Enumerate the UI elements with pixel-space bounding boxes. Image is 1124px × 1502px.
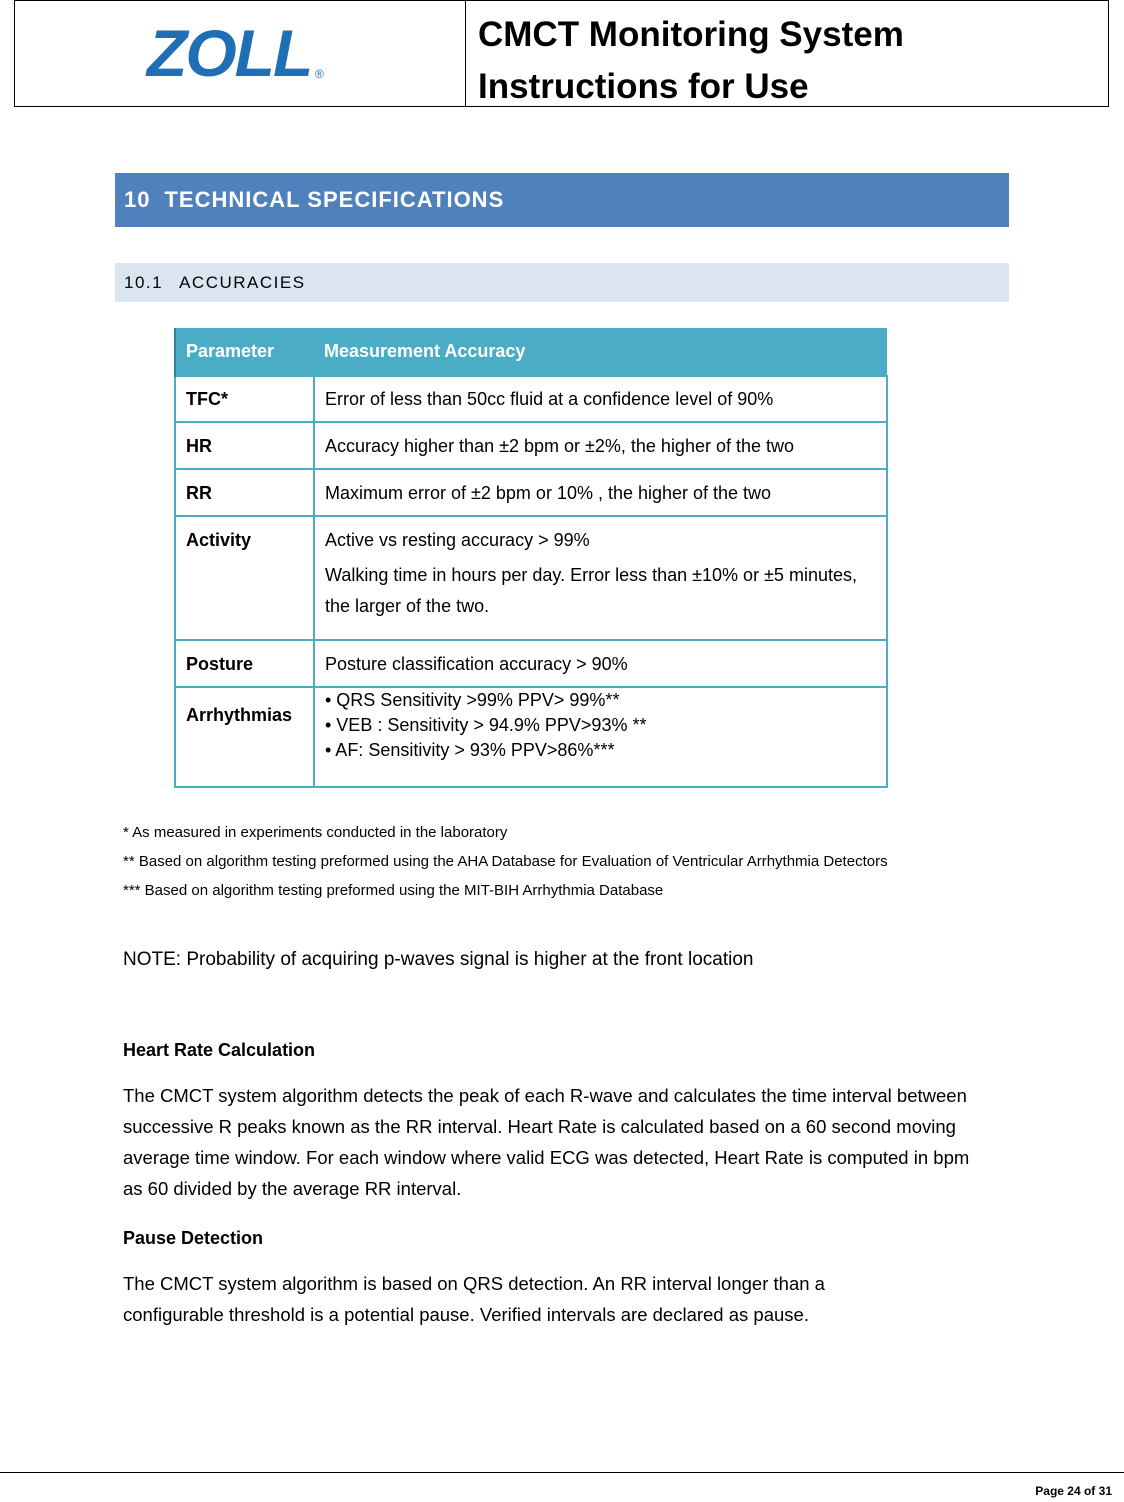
zoll-logo <box>15 1 466 106</box>
footnotes <box>123 818 923 905</box>
footnote: * As measured in experiments conducted in the laboratory <box>123 824 508 841</box>
table-row <box>175 687 887 787</box>
row-value-line: Walking time in hours per day. Error less than ±10% or ±5 minutes, the larger of the two. <box>325 565 857 616</box>
note-text: NOTE: Probability of acquiring p-waves signal is higher at the front location <box>123 949 754 970</box>
pause-heading: Pause Detection <box>123 1228 264 1248</box>
title-line-2: Instructions for Use <box>478 67 809 106</box>
row-value-line: Active vs resting accuracy > 99% <box>325 530 590 550</box>
page-number: Page 24 of 31 <box>1035 1484 1112 1498</box>
table-row <box>175 469 887 516</box>
document-title <box>466 1 1108 106</box>
table-row <box>175 516 887 640</box>
row-value <box>314 516 887 640</box>
header-parameter: Parameter <box>175 328 314 376</box>
heart-rate-text: The CMCT system algorithm detects the peak of each R-wave and calculates the time interval between successive R peaks known as the RR interval. Heart Rate is calculated based on a 60 second moving average time window. For each window where valid ECG was detected, Heart Rate is computed in bpm as 60 divided by the average RR interval. <box>123 1085 970 1199</box>
row-value: Error of less than 50cc fluid at a confidence level of 90% <box>314 376 887 422</box>
zoll-logo-graphic <box>145 24 335 84</box>
registered-mark: ® <box>315 66 324 81</box>
row-value <box>314 687 887 787</box>
footer-divider <box>0 1472 1124 1473</box>
footnote: ** Based on algorithm testing preformed using the AHA Database for Evaluation of Ventricular Arrhythmia Detectors <box>123 853 888 870</box>
row-param: Activity <box>175 516 314 640</box>
accuracy-table <box>174 328 888 788</box>
document-header <box>14 0 1109 107</box>
row-value-line: • AF: Sensitivity > 93% PPV>86%*** <box>325 740 615 760</box>
section-title: TECHNICAL SPECIFICATIONS <box>164 187 505 212</box>
row-param: TFC* <box>175 376 314 422</box>
row-param: RR <box>175 469 314 516</box>
table-header-row <box>175 328 887 376</box>
row-param: Arrhythmias <box>175 687 314 787</box>
footnote: *** Based on algorithm testing preformed using the MIT-BIH Arrhythmia Database <box>123 882 664 899</box>
header-accuracy: Measurement Accuracy <box>314 328 887 376</box>
subsection-number: 10.1 <box>124 272 164 292</box>
row-value-line: • VEB : Sensitivity > 94.9% PPV>93% ** <box>325 715 647 735</box>
section-heading <box>115 173 1009 227</box>
row-value: Maximum error of ±2 bpm or 10% , the higher of the two <box>314 469 887 516</box>
row-param: HR <box>175 422 314 469</box>
subsection-heading <box>115 263 1009 302</box>
title-line-1: CMCT Monitoring System <box>478 15 904 54</box>
row-value: Posture classification accuracy > 90% <box>314 640 887 687</box>
section-number: 10 <box>124 187 151 212</box>
row-value: Accuracy higher than ±2 bpm or ±2%, the higher of the two <box>314 422 887 469</box>
table-row <box>175 376 887 422</box>
pause-text: The CMCT system algorithm is based on QRS detection. An RR interval longer than a configurable threshold is a potential pause. Verified intervals are declared as pause. <box>123 1273 825 1325</box>
table-row <box>175 422 887 469</box>
row-param: Posture <box>175 640 314 687</box>
heart-rate-heading: Heart Rate Calculation <box>123 1040 316 1060</box>
table-row <box>175 640 887 687</box>
logo-wordmark: ZOLL <box>147 23 312 84</box>
row-value-line: • QRS Sensitivity >99% PPV> 99%** <box>325 690 620 710</box>
subsection-title: ACCURACIES <box>179 272 306 292</box>
